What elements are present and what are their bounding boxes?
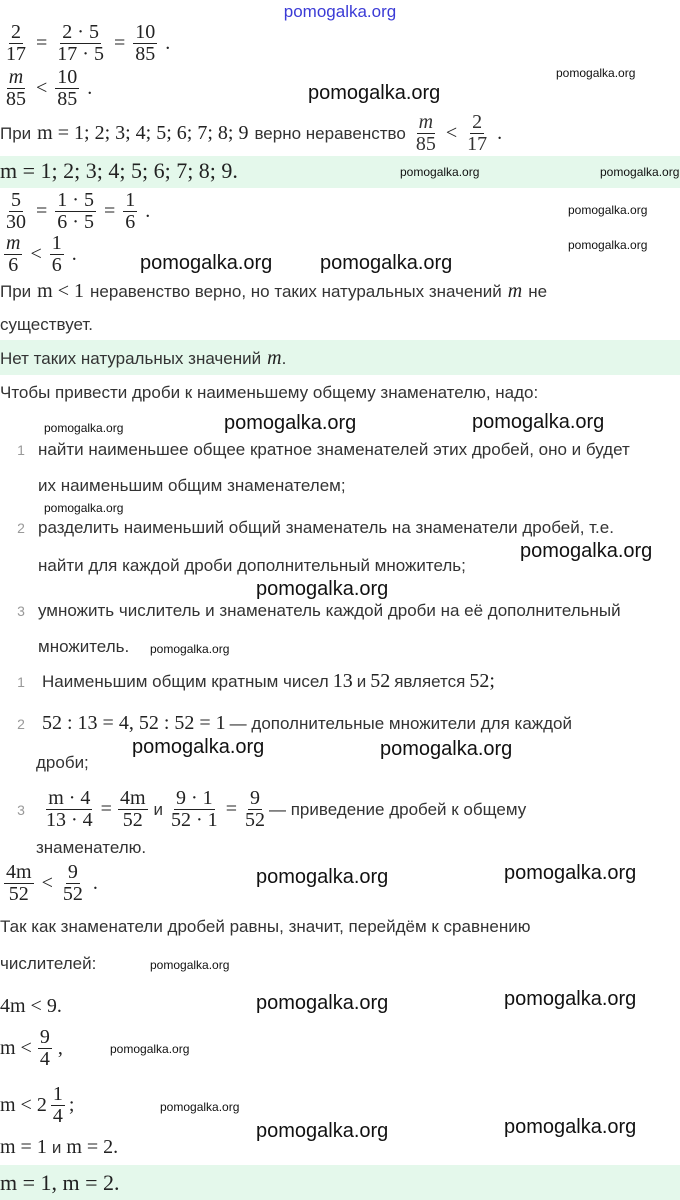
text: Нет таких натуральных значений — [0, 348, 262, 368]
fraction — [169, 788, 220, 831]
fraction — [4, 67, 28, 110]
math: 52 : 13 = 4, 52 : 52 = 1 — [42, 712, 226, 734]
numerator: 1 · 5 — [57, 189, 94, 211]
numerator: 5 — [11, 189, 21, 211]
denominator: 6 — [8, 254, 19, 276]
numerator: m — [6, 232, 21, 254]
statement-m-less-1 — [0, 280, 547, 303]
list-number: 2 — [17, 715, 25, 732]
period: . — [281, 348, 287, 368]
denominator: 85 — [57, 88, 78, 110]
text: не — [528, 281, 548, 301]
watermark: pomogalka.org — [150, 958, 230, 972]
operator: = — [36, 32, 48, 54]
denominator: 17 · 5 — [57, 43, 104, 65]
text: и — [51, 1137, 62, 1157]
punct: ; — [68, 1094, 75, 1116]
denominator: 52 — [8, 883, 29, 905]
text: При — [0, 281, 32, 301]
text: знаменателю. — [36, 838, 147, 857]
denominator: 85 — [6, 88, 26, 110]
fraction — [465, 112, 489, 155]
denominator: 52 — [122, 809, 143, 831]
text: Так как знаменатели дробей равны, значит, перейдём к сравнению — [0, 917, 531, 936]
inequality-4m-52 — [2, 862, 98, 905]
watermark: pomogalka.org — [568, 203, 648, 217]
watermark: pomogalka.org — [44, 421, 124, 435]
watermark: pomogalka.org — [504, 1116, 637, 1138]
denominator: 52 — [244, 809, 265, 831]
watermark: pomogalka.org — [160, 1100, 240, 1114]
math: m = 2. — [66, 1136, 119, 1158]
answer-3: m = 1, m = 2. — [0, 1170, 120, 1195]
fraction — [50, 233, 64, 276]
operator: = — [103, 200, 116, 222]
fraction — [44, 788, 95, 831]
denominator: 13 · 4 — [46, 809, 93, 831]
denominator: 17 — [467, 133, 488, 155]
inequality-m-85 — [2, 67, 92, 110]
list-number: 1 — [17, 673, 25, 690]
watermark: pomogalka.org — [320, 252, 453, 274]
header-watermark-link[interactable]: pomogalka.org — [283, 2, 397, 21]
numerator: 10 — [135, 21, 156, 43]
period: . — [87, 77, 93, 99]
fraction — [243, 788, 267, 831]
text: найти для каждой дроби дополнительный множитель; — [38, 556, 466, 575]
operator: < — [36, 77, 48, 99]
math: m < 2 — [0, 1094, 47, 1116]
numerator: m — [418, 111, 434, 133]
equation-5-30 — [2, 190, 150, 233]
math-values: m = 1; 2; 3; 4; 5; 6; 7; 8; 9 — [37, 122, 249, 144]
math: m — [267, 347, 282, 369]
fraction — [123, 190, 137, 233]
numerator: 10 — [57, 66, 78, 88]
fraction — [133, 22, 157, 65]
list-number: 2 — [17, 520, 25, 536]
denominator: 4 — [39, 1048, 50, 1070]
numerator: 9 — [67, 861, 78, 883]
fraction — [51, 1084, 65, 1127]
text: и — [356, 671, 367, 691]
fraction — [4, 233, 22, 276]
text: и — [153, 799, 164, 819]
fraction — [61, 862, 85, 905]
watermark: pomogalka.org — [140, 252, 273, 274]
inequality-4m-9: 4m < 9. — [0, 995, 62, 1017]
math: m — [507, 280, 523, 302]
equation-2-17 — [2, 22, 170, 65]
math: m < 1 — [37, 280, 85, 302]
numerator: 2 — [472, 111, 483, 133]
fraction — [4, 22, 28, 65]
period: . — [92, 872, 98, 894]
punct: , — [57, 1037, 63, 1059]
text: При — [0, 123, 32, 143]
solution-values — [0, 1136, 118, 1159]
period: . — [165, 32, 171, 54]
text: дроби; — [36, 753, 89, 772]
operator: = — [36, 200, 48, 222]
watermark: pomogalka.org — [110, 1042, 190, 1056]
watermark: pomogalka.org — [44, 501, 124, 515]
answer-1: m = 1; 2; 3; 4; 5; 6; 7; 8; 9. — [0, 158, 238, 183]
watermark: pomogalka.org — [132, 736, 265, 758]
numerator: 2 · 5 — [62, 21, 99, 43]
text: множитель. — [38, 637, 130, 656]
fraction — [55, 67, 79, 110]
numerator: m — [8, 66, 24, 88]
list-number: 1 — [17, 442, 25, 458]
numerator: 9 — [39, 1026, 50, 1048]
period: . — [497, 122, 503, 144]
operator: = — [225, 798, 237, 820]
watermark: pomogalka.org — [600, 165, 680, 179]
fraction — [118, 788, 148, 831]
numerator: 9 — [249, 787, 260, 809]
watermark: pomogalka.org — [256, 1120, 389, 1142]
math: 52 — [370, 670, 391, 692]
watermark: pomogalka.org — [520, 540, 653, 562]
operator: < — [445, 122, 458, 144]
watermark: pomogalka.org — [256, 866, 389, 888]
operator: < — [30, 243, 42, 265]
denominator: 85 — [415, 133, 436, 155]
text: является — [394, 671, 466, 691]
denominator: 6 — [51, 254, 62, 276]
fraction — [4, 190, 28, 233]
numerator: m · 4 — [48, 787, 91, 809]
watermark: pomogalka.org — [256, 578, 389, 600]
denominator: 52 · 1 — [171, 809, 218, 831]
watermark: pomogalka.org — [504, 988, 637, 1010]
text: разделить наименьший общий знаменатель на знаменатели дробей, т.е. — [38, 518, 614, 537]
watermark: pomogalka.org — [224, 412, 357, 434]
fraction — [414, 112, 438, 155]
text: числителей: — [0, 954, 97, 973]
numerator: 1 — [125, 189, 136, 211]
fraction — [55, 190, 96, 233]
denominator: 6 · 5 — [57, 211, 94, 233]
math: 52 — [469, 670, 490, 692]
statement-m-values — [0, 112, 502, 155]
inequality-m-2-1-4 — [0, 1084, 74, 1127]
text: найти наименьшее общее кратное знаменателей этих дробей, оно и будет — [38, 440, 630, 459]
watermark: pomogalka.org — [556, 66, 636, 80]
text: неравенство верно, но таких натуральных значений — [90, 281, 502, 301]
numerator: 9 · 1 — [176, 787, 213, 809]
fraction — [55, 22, 106, 65]
math: m = 1 — [0, 1136, 47, 1158]
step-item — [4, 712, 572, 735]
text: их наименьшим общим знаменателем; — [38, 476, 346, 495]
inequality-m-6 — [2, 233, 77, 276]
rule-item — [4, 440, 630, 460]
watermark: pomogalka.org — [504, 862, 637, 884]
math: 13 — [332, 670, 353, 692]
fraction — [4, 862, 34, 905]
operator: = — [113, 32, 126, 54]
watermark: pomogalka.org — [568, 238, 648, 252]
denominator: 52 — [62, 883, 83, 905]
watermark: pomogalka.org — [472, 411, 605, 433]
watermark: pomogalka.org — [400, 165, 480, 179]
step-item — [4, 670, 495, 693]
denominator: 6 — [125, 211, 136, 233]
denominator: 30 — [6, 211, 26, 233]
text: — дополнительные множители для каждой — [229, 713, 573, 733]
numerator: 2 — [11, 21, 21, 43]
watermark: pomogalka.org — [380, 738, 513, 760]
operator: = — [100, 798, 112, 820]
numerator: 1 — [51, 232, 62, 254]
list-number: 3 — [17, 801, 25, 818]
text: — приведение дробей к общему — [268, 799, 527, 819]
answer-2 — [0, 347, 286, 370]
denominator: 4 — [52, 1105, 63, 1127]
rule-item — [4, 601, 621, 621]
text: Наименьшим общим кратным чисел — [42, 671, 329, 691]
operator: < — [41, 872, 53, 894]
list-number: 3 — [17, 603, 25, 619]
fraction — [38, 1027, 52, 1070]
text: умножить числитель и знаменатель каждой дроби на её дополнительный — [38, 601, 621, 620]
rules-intro: Чтобы привести дроби к наименьшему общему знаменателю, надо: — [0, 383, 539, 402]
step-item — [4, 788, 526, 831]
numerator: 4m — [119, 787, 146, 809]
period: . — [145, 200, 151, 222]
text: существует. — [0, 315, 94, 334]
text: верно неравенство — [254, 123, 406, 143]
watermark: pomogalka.org — [256, 992, 389, 1014]
math: m < — [0, 1037, 32, 1059]
denominator: 85 — [135, 43, 156, 65]
punct: ; — [489, 670, 495, 692]
inequality-m-9-4 — [0, 1027, 63, 1070]
denominator: 17 — [6, 43, 26, 65]
period: . — [71, 243, 77, 265]
rule-item — [4, 518, 614, 538]
numerator: 4m — [6, 861, 32, 883]
watermark: pomogalka.org — [150, 642, 230, 656]
numerator: 1 — [52, 1083, 63, 1105]
watermark: pomogalka.org — [308, 82, 441, 104]
